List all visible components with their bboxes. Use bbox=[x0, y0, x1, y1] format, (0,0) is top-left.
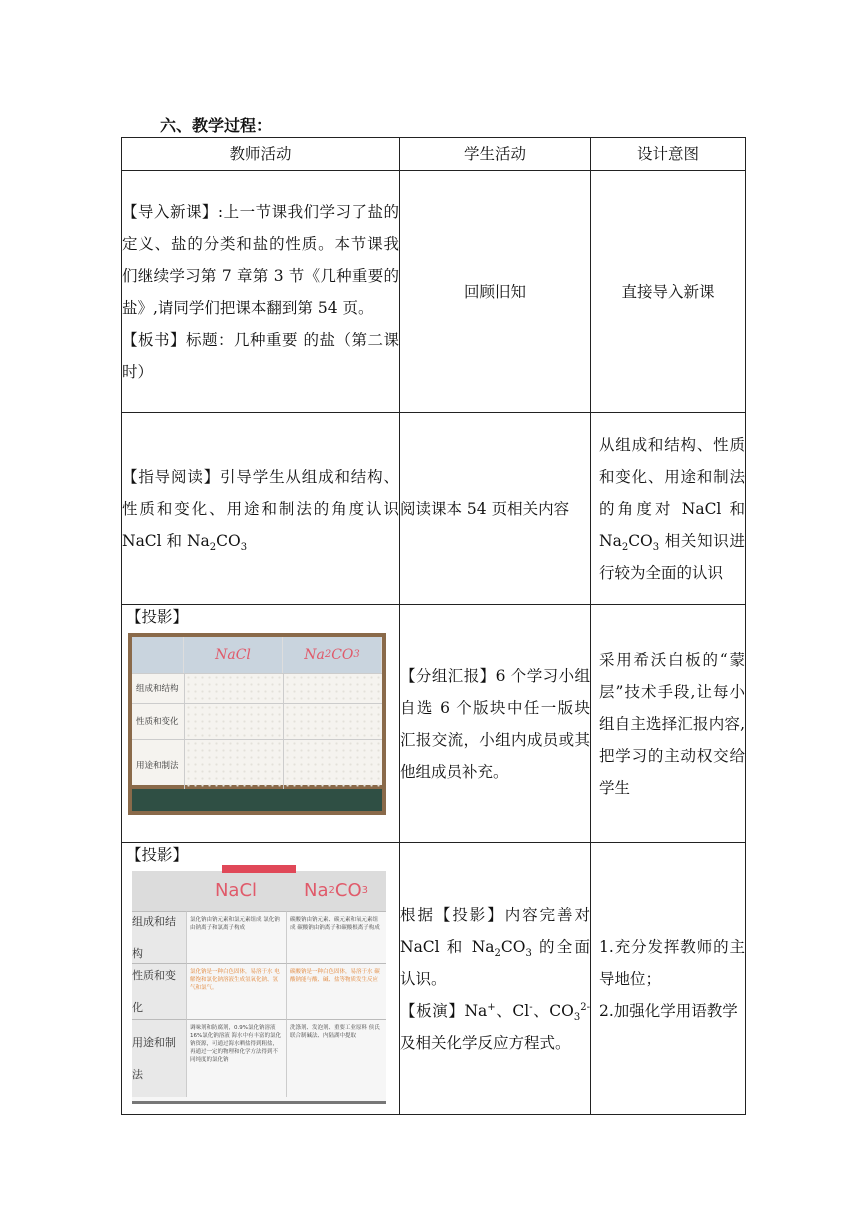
student-text-part: 【板演】Na bbox=[400, 1001, 488, 1020]
student-text-part: 的全面认识。 bbox=[400, 937, 590, 988]
teaching-process-table bbox=[121, 137, 746, 1115]
slide-header-nacl: NaCl bbox=[184, 637, 283, 673]
intent-cell: 直接导入新课 bbox=[591, 171, 746, 413]
slide-header-na2co3: Na 2 CO 3 bbox=[286, 871, 386, 911]
teacher-cell bbox=[122, 605, 400, 843]
slide-row-label: 用途和制法 bbox=[132, 1019, 186, 1097]
teacher-cell bbox=[122, 171, 400, 413]
intent-text: 相关知识进行较为全面的认识 bbox=[599, 531, 745, 582]
mask-cell bbox=[184, 673, 283, 703]
table-row bbox=[122, 605, 746, 843]
student-cell: 回顾旧知 bbox=[400, 171, 591, 413]
slide-row-label: 用途和制法 bbox=[132, 739, 184, 791]
header-intent: 设计意图 bbox=[591, 138, 746, 171]
mask-cell bbox=[184, 739, 283, 791]
student-text-part: 、Cl bbox=[495, 1001, 530, 1020]
teacher-text: 【指导阅读】引导学生从组成和结构、性质和变化、用途和制法的角度认识 NaCl 和 Na bbox=[122, 467, 399, 550]
section-title: 六、教学过程： bbox=[160, 116, 273, 135]
subscript: 3 bbox=[240, 541, 248, 553]
formula-part: Na bbox=[304, 880, 329, 901]
formula-part: CO bbox=[331, 647, 354, 663]
slide-row-label: 组成和结构 bbox=[132, 911, 186, 963]
header-teacher: 教师活动 bbox=[122, 138, 400, 171]
table-row bbox=[122, 413, 746, 605]
intent-cell: 采用希沃白板的“蒙层”技术手段,让每小组自主选择汇报内容,把学习的主动权交给学生 bbox=[591, 605, 746, 843]
slide-title-bar bbox=[222, 865, 296, 873]
chalkboard-tray bbox=[132, 789, 382, 811]
intent-text: 从组成和结构、性质和变化、用途和制法的角度对 NaCl 和 Na bbox=[599, 435, 745, 550]
table-row bbox=[122, 171, 746, 413]
slide-row-label: 性质和变化 bbox=[132, 963, 186, 1019]
subscript: 2 bbox=[209, 541, 217, 553]
subscript: 3 bbox=[652, 541, 660, 553]
student-text-part: 、CO bbox=[532, 1001, 574, 1020]
teacher-text: 【板书】标题：几种重要 的盐（第二课时） bbox=[122, 330, 399, 381]
formula-part: Na bbox=[304, 647, 325, 663]
slide-cell: 氯化钠是一种白色固体，易溶于水 电解饱和氯化钠溶液生成氢氧化钠、氢气和氯气。 bbox=[186, 963, 286, 1019]
slide-cell: 氯化钠由钠元素和氯元素组成 氯化钠由钠离子和氯离子构成 bbox=[186, 911, 286, 963]
slide-header-na2co3: Na 2 CO 3 bbox=[283, 637, 382, 673]
slide-cell: 碳酸钠由钠元素、碳元素和氧元素组成 碳酸钠由钠离子和碳酸根离子构成 bbox=[286, 911, 386, 963]
teacher-text: CO bbox=[216, 531, 241, 550]
subscript: 2 bbox=[494, 947, 501, 959]
slide-row-label: 组成和结构 bbox=[132, 673, 184, 703]
superscript: + bbox=[487, 1001, 496, 1013]
student-cell: 阅读课本 54 页相关内容 bbox=[400, 413, 591, 605]
subscript: 3 bbox=[573, 1011, 581, 1023]
student-text-part: 及相关化学反应方程式。 bbox=[400, 1033, 571, 1052]
teacher-cell bbox=[122, 413, 400, 605]
subscript: 2 bbox=[621, 541, 629, 553]
student-text bbox=[400, 995, 590, 1059]
slide-board bbox=[132, 637, 382, 785]
projection-label: 【投影】 bbox=[126, 846, 189, 864]
slide-row-label: 性质和变化 bbox=[132, 703, 184, 739]
header-student: 学生活动 bbox=[400, 138, 591, 171]
projection-slide bbox=[132, 871, 386, 1104]
intent-cell bbox=[591, 843, 746, 1115]
student-cell: 【分组汇报】6 个学习小组自选 6 个版块中任一版块汇报交流，小组内成员或其他组成员补充。 bbox=[400, 605, 591, 843]
slide-header-nacl: NaCl bbox=[186, 871, 286, 911]
formula-part: CO bbox=[334, 880, 362, 901]
student-text bbox=[400, 899, 590, 995]
teacher-text: 【导入新课】:上一节课我们学习了盐的定义、盐的分类和盐的性质。本节课我们继续学习第 7 章第 3 节《几种重要的盐》,请同学们把课本翻到第 54 页。 bbox=[122, 202, 399, 317]
superscript: - bbox=[529, 1001, 533, 1013]
mask-cell bbox=[283, 703, 382, 739]
slide-header-blank bbox=[132, 637, 184, 673]
projection-label: 【投影】 bbox=[126, 608, 189, 626]
student-cell bbox=[400, 843, 591, 1115]
intent-text: 2.加强化学用语教学 bbox=[599, 1001, 738, 1020]
intent-text: 1.充分发挥教师的主导地位； bbox=[599, 937, 745, 988]
superscript: 2- bbox=[580, 1001, 590, 1013]
slide-cell: 洗涤剂、发泡剂、重要工业原料 侯氏联合制碱法、内陆湖中提取 bbox=[286, 1019, 386, 1097]
intent-cell bbox=[591, 413, 746, 605]
slide-cell: 碳酸钠是一种白色固体，易溶于水 碳酸钠能与酸、碱、盐等物质发生反应 bbox=[286, 963, 386, 1019]
teacher-cell bbox=[122, 843, 400, 1115]
slide-cell: 调味剂和防腐剂，0.9%氯化钠溶液 16%氯化钠溶液 海水中有丰富的氯化钠资源，可通过海水晒盐得到粗盐，再通过一定的物理和化学方法得到不同纯度的氯化钠 bbox=[186, 1019, 286, 1097]
mask-cell bbox=[283, 739, 382, 791]
mask-cell bbox=[184, 703, 283, 739]
table-row bbox=[122, 843, 746, 1115]
subscript: 3 bbox=[525, 947, 532, 959]
projection-slide bbox=[128, 633, 386, 815]
intent-text: CO bbox=[628, 531, 653, 550]
mask-cell bbox=[283, 673, 382, 703]
student-text-part: 根据【投影】内容完善对 NaCl 和 Na bbox=[400, 905, 590, 956]
student-text-part: CO bbox=[500, 937, 526, 956]
table-header-row bbox=[122, 138, 746, 171]
